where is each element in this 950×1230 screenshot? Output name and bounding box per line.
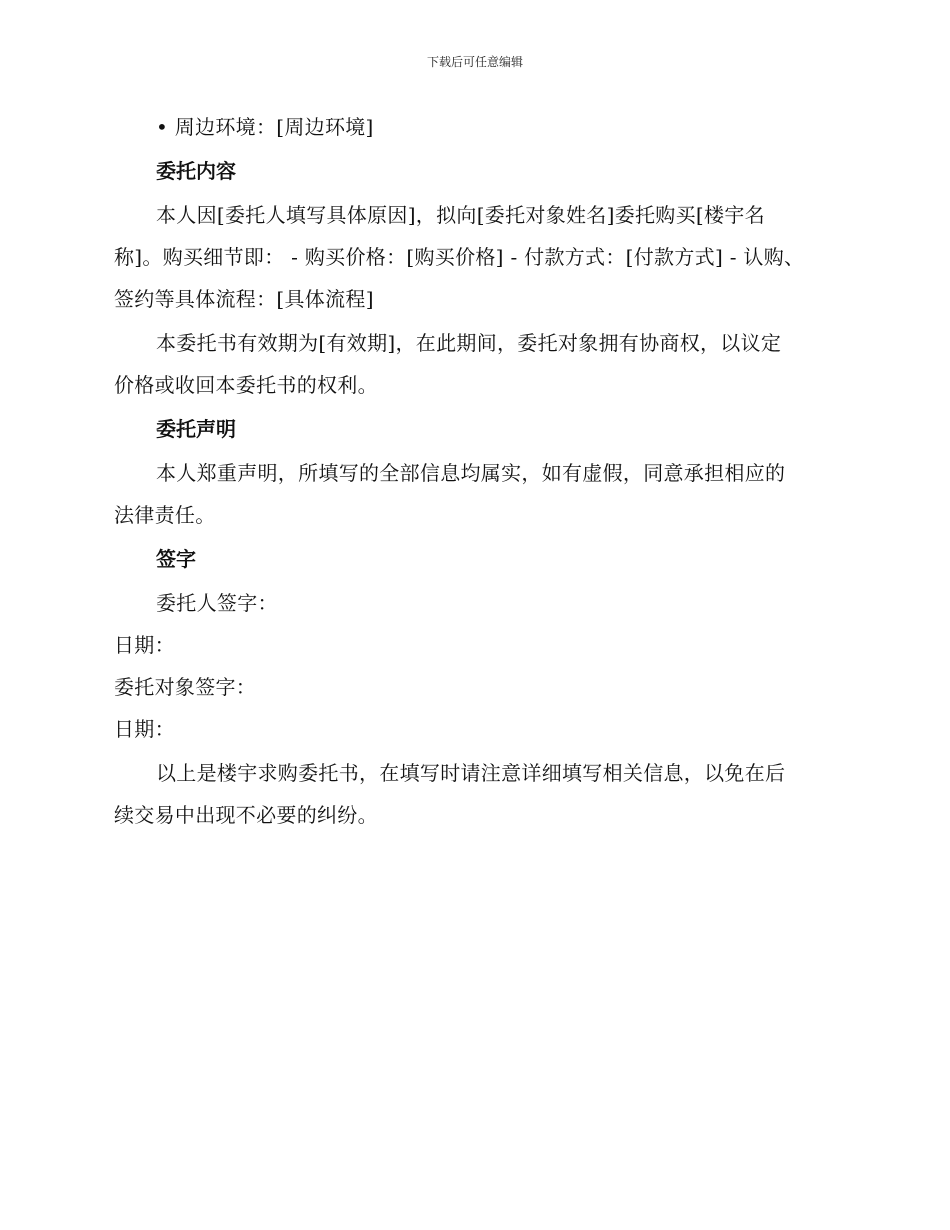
principal-date-label: 日期： [114,633,175,657]
section-heading-statement: 委托声明 [156,417,236,441]
statement-paragraph-line-1: 本人郑重声明，所填写的全部信息均属实，如有虚假，同意承担相应的 [156,461,786,485]
principal-signature-label: 委托人签字： [156,591,278,615]
agent-signature-label: 委托对象签字： [114,675,257,699]
surroundings-line: • 周边环境：[周边环境] [156,115,374,139]
document-body [114,112,830,830]
content-paragraph-1-line-2: 称]。购买细节即： - 购买价格：[购买价格] - 付款方式：[付款方式] - 认购、 [114,245,805,269]
closing-paragraph-line-1: 以上是楼宇求购委托书，在填写时请注意详细填写相关信息，以免在后 [156,761,786,785]
section-heading-signature: 签字 [156,547,196,571]
section-heading-content: 委托内容 [156,159,236,183]
content-paragraph-1-line-3: 签约等具体流程：[具体流程] [114,287,374,311]
agent-date-label: 日期： [114,717,175,741]
content-paragraph-2-line-2: 价格或收回本委托书的权利。 [114,373,378,397]
closing-paragraph-line-2: 续交易中出现不必要的纠纷。 [114,803,378,827]
content-paragraph-1-line-1: 本人因[委托人填写具体原因]，拟向[委托对象姓名]委托购买[楼宇名 [156,203,765,227]
content-paragraph-2-line-1: 本委托书有效期为[有效期]，在此期间，委托对象拥有协商权，以议定 [156,331,782,355]
statement-paragraph-line-2: 法律责任。 [114,503,216,527]
page-header: 下载后可任意编辑 [426,55,523,69]
